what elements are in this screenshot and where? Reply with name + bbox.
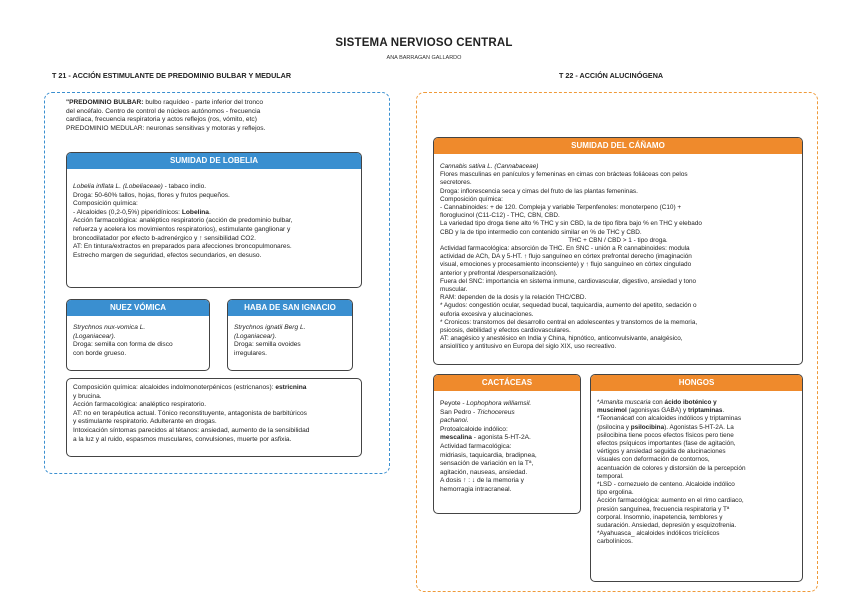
section-title-t22: T 22 - ACCIÓN ALUCINÓGENA — [559, 71, 664, 80]
canamo-line: muscular. — [440, 286, 468, 294]
canamo-line: La variedad tipo droga tiene alto % THC y sin CBD, la de tipo fibra bajo % en THC y elebado — [440, 220, 702, 228]
strychnos-body — [67, 379, 361, 449]
canamo-line: euforia excesiva y alucinaciones. — [440, 310, 534, 318]
strychnos-line: a la luz y al ruido, espasmos musculares, convulsiones, muerte por asfixia. — [73, 435, 292, 443]
muscimol-term: muscimol — [597, 407, 627, 415]
san-pedro-species: Trichocereus — [477, 408, 515, 416]
amanita-species: Amanita muscaria — [599, 399, 651, 406]
lobelia-punct: . — [208, 208, 211, 216]
teonanacatl-name: Teonanácatl — [599, 415, 635, 423]
haba-san-ignacio-card — [227, 299, 353, 371]
canamo-line: - Cannabinoides: + de 120. Compleja y variable Terpenfenoles: monoterpeno (C10) + — [440, 204, 682, 212]
strychnos-card — [66, 378, 362, 457]
lobelia-line: Estrecho margen de seguridad, efectos secundarios, en desuso. — [73, 251, 262, 259]
lobelina-term: Lobelina — [181, 208, 209, 216]
cactaceas-header: CACTÁCEAS — [434, 375, 580, 391]
hongos-line: carbolínicos. — [597, 538, 633, 546]
canamo-line: Droga: inflorescencia seca y cimas del fruto de las plantas femeninas. — [440, 187, 638, 195]
bulbar-intro — [66, 99, 376, 133]
canamo-body — [434, 154, 802, 357]
intro-line: del encéfalo. Centro de control de núcleos autónomos - frecuencia — [66, 107, 261, 115]
canamo-line: * Agudos: congestión ocular, sequedad bucal, taquicardia, aumento del apetito, sedación o — [440, 302, 697, 310]
cactaceas-line: - agonista 5-HT-2A. — [471, 434, 531, 442]
cactaceas-card — [433, 374, 581, 514]
lobelia-line: Composición química: — [73, 200, 138, 208]
lobelia-line: refuerza y acelera los movimientos respiratorios), estimulante ganglionar y — [73, 225, 291, 233]
hongos-line: psilocibina tiene pocos efectos físicos pero tiene — [597, 431, 734, 439]
canamo-line: CBD y la de tipo intermedio con contenido similar en % de THC y CBD. — [440, 228, 642, 236]
lobelia-card — [66, 152, 362, 288]
cactaceas-line: agitación, nauseas, ansiedad. — [440, 468, 528, 476]
canamo-line: visual, emociones y procesamiento inconsciente) y ↑ flujo sanguíneo en córtex cingulado — [440, 261, 692, 269]
hongos-line: *LSD - cornezuelo de centeno. Alcaloide indólico — [597, 481, 735, 489]
nuez-line: con borde grueso. — [73, 349, 127, 357]
hongos-text: (psilocina y — [597, 423, 631, 431]
lobelia-species: Lobelia inflata L. (Lobeliaceae) — [73, 183, 163, 190]
hongos-text: con — [650, 399, 665, 406]
canamo-card — [433, 137, 803, 365]
canamo-line: Composición química: — [440, 195, 503, 203]
bulbar-label: "PREDOMINIO BULBAR: — [66, 99, 144, 106]
hongos-line: sudaración. Ansiedad, depresión y esquizofrenia. — [597, 522, 737, 530]
cactaceas-line: midriasis, taquicardia, bradipnea, — [440, 451, 537, 459]
canamo-header: SUMIDAD DEL CÁÑAMO — [434, 138, 802, 154]
hongos-line: Acción farmacológica: aumento en el rimo cardiaco, — [597, 497, 744, 505]
lobelia-line: AT: En tintura/extractos en preparados para afecciones broncopulmonares. — [73, 243, 292, 251]
hongos-line: *Ayahuasca_ alcaloides indólicos tricíclicos — [597, 530, 720, 538]
strychnos-line: Intoxicación síntomas parecidos al tétanos: ansiedad, aumento de la sensibilidad — [73, 426, 310, 434]
hongos-line: tipo ergolina. — [597, 489, 634, 497]
hongos-line: acentuación de colores y distorsión de la percepción — [597, 464, 746, 472]
haba-family: (Loganiacear). — [234, 332, 277, 340]
hongos-line: efectos psíquicos importantes (fase de agitación, — [597, 440, 736, 448]
intro-line: PREDOMINIO MEDULAR: neuronas sensitivas y motoras y reflejos. — [66, 124, 266, 132]
canamo-line: Flores masculinas en panículos y femeninas en cimas con brácteas foliáceas con pelos — [440, 171, 688, 179]
estricnina-term: estricnina — [275, 384, 307, 391]
hongos-text: ). Agonistas 5-HT-2A. La — [664, 423, 734, 431]
cactaceas-line: A dosis ↑ : ↓ de la memoria y — [440, 477, 524, 485]
haba-header: HABA DE SAN IGNACIO — [228, 300, 352, 316]
hongos-bullet: * — [597, 415, 600, 423]
strychnos-line: y estimulante respiratorio. Adulterante en drogas. — [73, 418, 217, 426]
lobelia-line: Droga: 50-60% tallos, hojas, flores y frutos pequeños. — [73, 191, 230, 199]
hongos-body — [591, 391, 802, 552]
hongos-text: (agonisyas GABA) y — [626, 407, 688, 415]
hongos-line: presión sanguínea, frecuencia respiratoria y Tª — [597, 505, 730, 513]
nuez-vomica-header: NUEZ VÓMICA — [67, 300, 209, 316]
nuez-vomica-body — [67, 316, 209, 363]
canamo-line: AT: anagésico y anestésico en India y China, hipnótico, anticonvulsivante, analgésico, — [440, 335, 683, 343]
strychnos-line: Composición química: alcaloides indolmonoterpénicos (estricnanos): — [73, 384, 276, 391]
cactaceas-line: sensación de variación en la Tª, — [440, 460, 534, 468]
nuez-species: Strychnos nux-vomica L. — [73, 324, 146, 331]
intro-line: cardíaca, frecuencia respiratoria y actos reflejos (ros, vómito, etc) — [66, 116, 257, 124]
strychnos-line: Acción farmacológica: analéptico respiratorio. — [73, 401, 207, 409]
canamo-line: * Cronicos: transtornos del desarrollo central en adolescentes y transtornos de la memoria, — [440, 318, 698, 326]
haba-line: irregulares. — [234, 349, 267, 357]
ibotenico-term: ácido iboténico y — [664, 399, 717, 406]
canamo-line: actividad de ACh, DA y 5-HT. ↑ flujo sanguíneo en córtex prefrontal derecho (imaginación — [440, 253, 692, 261]
lobelia-header: SUMIDAD DE LOBELIA — [67, 153, 361, 169]
lobelia-body — [67, 169, 361, 265]
author-name: ANA BARRAGAN GALLARDO — [386, 55, 462, 61]
cactaceas-line: Actividad farmacológica: — [440, 442, 512, 450]
nuez-line: Droga: semilla con forma de disco — [73, 341, 173, 349]
san-pedro-species-2: pachanoi. — [440, 417, 469, 425]
hongos-text: con alcaloides indólicos y triptaminas — [634, 415, 742, 423]
canamo-ratio-line: THC + CBN / CBD > 1 - tipo droga. — [568, 236, 668, 244]
canamo-line: Fuera del SNC: importancia en sistema inmune, cardiovascular, digestivo, ansiedad y tono — [440, 277, 697, 285]
nuez-vomica-card — [66, 299, 210, 371]
canamo-line: anterior y prefrontal /despersonalización). — [440, 269, 558, 277]
lobelia-species-note: - tabaco indio. — [162, 183, 207, 190]
mescalina-term: mescalina — [440, 434, 472, 442]
hongos-header: HONGOS — [591, 375, 802, 391]
canamo-species: Cannabis sativa L. (Cannabaceae) — [440, 163, 539, 170]
cactaceas-line: hemorragia intracraneal. — [440, 485, 512, 493]
strychnos-line: y brucina. — [73, 392, 102, 400]
canamo-line: floroglucinol (C11-C12) - THC, CBN, CBD. — [440, 212, 560, 220]
canamo-line: Actividad farmacológica: absorción de THC. En SNC - unión a R cannabinoides: modula — [440, 245, 690, 253]
lobelia-line: Acción farmacológica: analéptico respiratorio (acción de predominio bulbar, — [73, 217, 293, 225]
section-title-t21: T 21 - ACCIÓN ESTIMULANTE DE PREDOMINIO BULBAR Y MEDULAR — [52, 71, 292, 80]
hongos-line: vértigos y ansiedad seguida de alucinaciones — [597, 448, 726, 456]
triptaminas-term: triptaminas — [687, 407, 723, 415]
peyote-label: Peyote - — [440, 400, 467, 407]
psilocibina-term: psilocibina — [630, 423, 665, 431]
haba-body — [228, 316, 352, 363]
bulbar-text: bulbo raquídeo - parte inferior del tronco — [143, 99, 263, 106]
hongos-punct: . — [722, 407, 725, 415]
canamo-line: psicosis, debilidad y efectos cardiovasculares. — [440, 327, 571, 335]
strychnos-line: AT: no en terapéutica actual. Tónico reconstituyente, antagonista de barbitúricos — [73, 409, 307, 417]
hongos-line: visuales con deformación de contornos, — [597, 456, 710, 464]
cactaceas-body — [434, 391, 580, 500]
haba-line: Droga: semilla ovoides — [234, 341, 301, 349]
canamo-line: RAM: dependen de la dosis y la relación THC/CBD. — [440, 294, 587, 302]
hongos-line: corporal. Insomnio, inapetencia, temblores y — [597, 513, 723, 521]
hongos-card — [590, 374, 803, 582]
san-pedro-label: San Pedro - — [440, 408, 478, 416]
canamo-line: secretores. — [440, 179, 472, 187]
cactaceas-line: Protoalcaloide indólico: — [440, 425, 508, 433]
peyote-species: Lophophora williamsil. — [466, 400, 532, 407]
canamo-line: ansiolítico y antitusivo en Europa del siglo XIX, uso recreativo. — [440, 343, 617, 351]
hongos-bullet: * — [597, 399, 600, 406]
nuez-family: (Loganiacear). — [73, 332, 116, 340]
hongos-line: temporal. — [597, 472, 624, 480]
lobelia-line: - Alcaloides (0,2-0,5%) piperidínicos: — [73, 208, 182, 216]
lobelia-line: broncodilatador por efecto b-adrenérgico y ↑ sensibilidad CO2. — [73, 234, 256, 242]
page-title: SISTEMA NERVIOSO CENTRAL — [335, 37, 513, 49]
haba-species: Strychnos ignatii Berg L. — [234, 324, 306, 331]
